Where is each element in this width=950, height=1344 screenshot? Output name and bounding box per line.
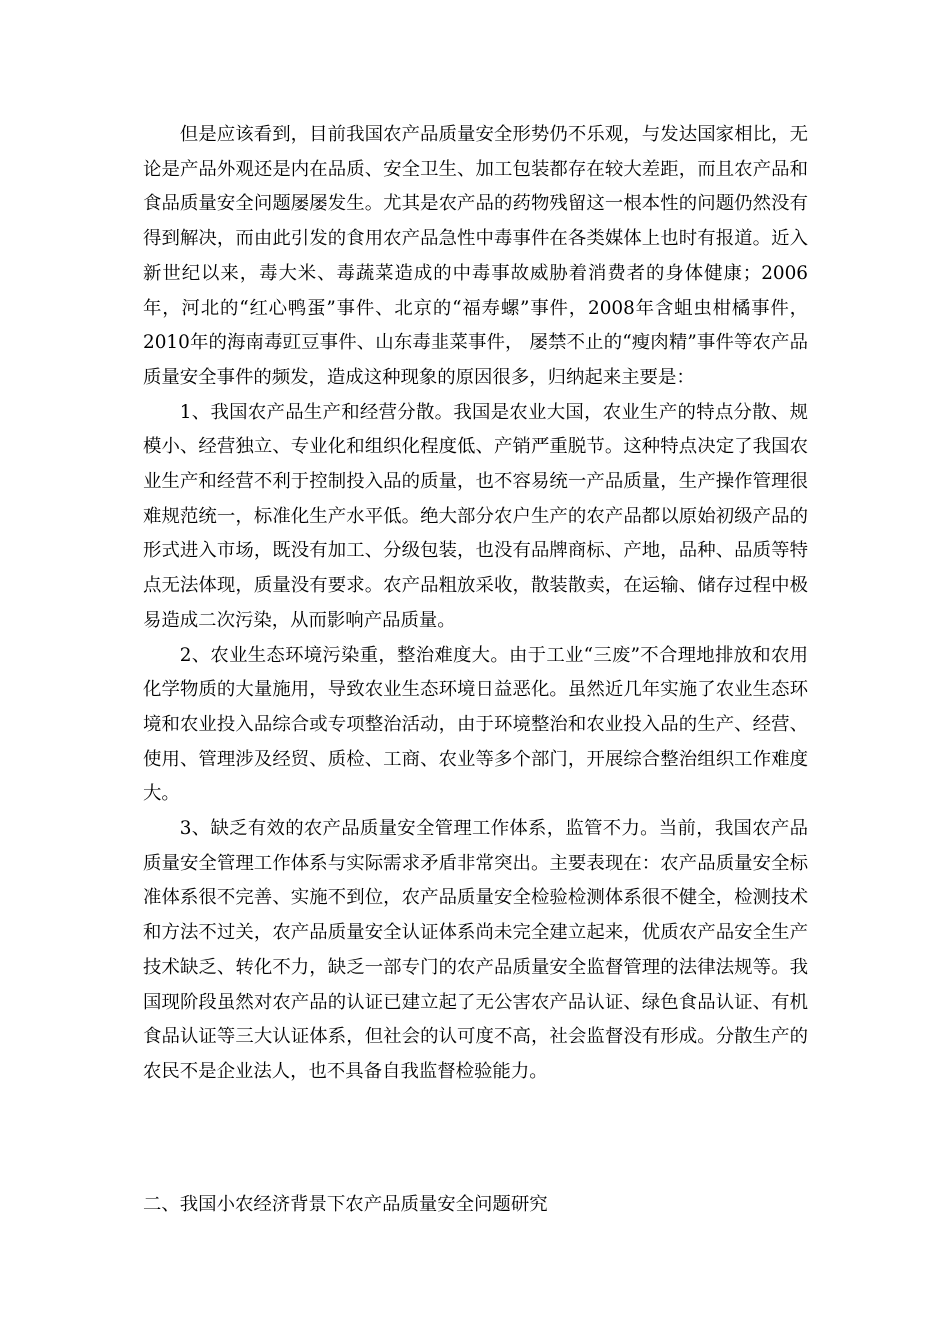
body-text xyxy=(143,118,808,1090)
paragraph-intro: 但是应该看到，目前我国农产品质量安全形势仍不乐观，与发达国家相比，无论是产品外观还是内在品质、安全卫生、加工包装都存在较大差距，而且农产品和食品质量安全问题屡屡发生。尤其是农产品的药物残留这一根本性的问题仍然没有得到解决，而由此引发的食用农产品急性中毒事件在各类媒体上也时有报道。近入新世纪以来，毒大米、毒蔬菜造成的中毒事故威胁着消费者的身体健康；2006年，河北的“红心鸭蛋”事件、北京的“福寿螺”事件，2008年含蛆虫柑橘事件，2010年的海南毒豇豆事件、山东毒韭菜事件， 屡禁不止的“瘦肉精”事件等农产品质量安全事件的频发，造成这种现象的原因很多，归纳起来主要是： xyxy=(143,124,808,388)
paragraph-point-1: 1、我国农产品生产和经营分散。我国是农业大国，农业生产的特点分散、规模小、经营独立、专业化和组织化程度低、产销严重脱节。这种特点决定了我国农业生产和经营不利于控制投入品的质量，也不容易统一产品质量，生产操作管理很难规范统一，标准化生产水平低。绝大部分农户生产的农产品都以原始初级产品的形式进入市场，既没有加工、分级包装，也没有品牌商标、产地，品种、品质等特点无法体现，质量没有要求。农产品粗放采收，散装散卖，在运输、储存过程中极易造成二次污染，从而影响产品质量。 xyxy=(143,401,808,631)
paragraph-point-2: 2、农业生态环境污染重，整治难度大。由于工业“三废”不合理地排放和农用化学物质的大量施用，导致农业生态环境日益恶化。虽然近几年实施了农业生态环境和农业投入品综合或专项整治活动，由于环境整治和农业投入品的生产、经营、使用、管理涉及经贸、质检、工商、农业等多个部门，开展综合整治组织工作难度大。 xyxy=(143,644,808,805)
section-heading: 二、我国小农经济背景下农产品质量安全问题研究 xyxy=(143,1194,548,1215)
paragraph-point-3: 3、缺乏有效的农产品质量安全管理工作体系，监管不力。当前，我国农产品质量安全管理工作体系与实际需求矛盾非常突出。主要表现在：农产品质量安全标准体系很不完善、实施不到位，农产品质量安全检验检测体系很不健全，检测技术和方法不过关，农产品质量安全认证体系尚未完全建立起来，优质农产品安全生产技术缺乏、转化不力，缺乏一部专门的农产品质量安全监督管理的法律法规等。我国现阶段虽然对农产品的认证已建立起了无公害农产品认证、绿色食品认证、有机食品认证等三大认证体系，但社会的认可度不高，社会监督没有形成。分散生产的农民不是企业法人，也不具备自我监督检验能力。 xyxy=(143,818,808,1082)
